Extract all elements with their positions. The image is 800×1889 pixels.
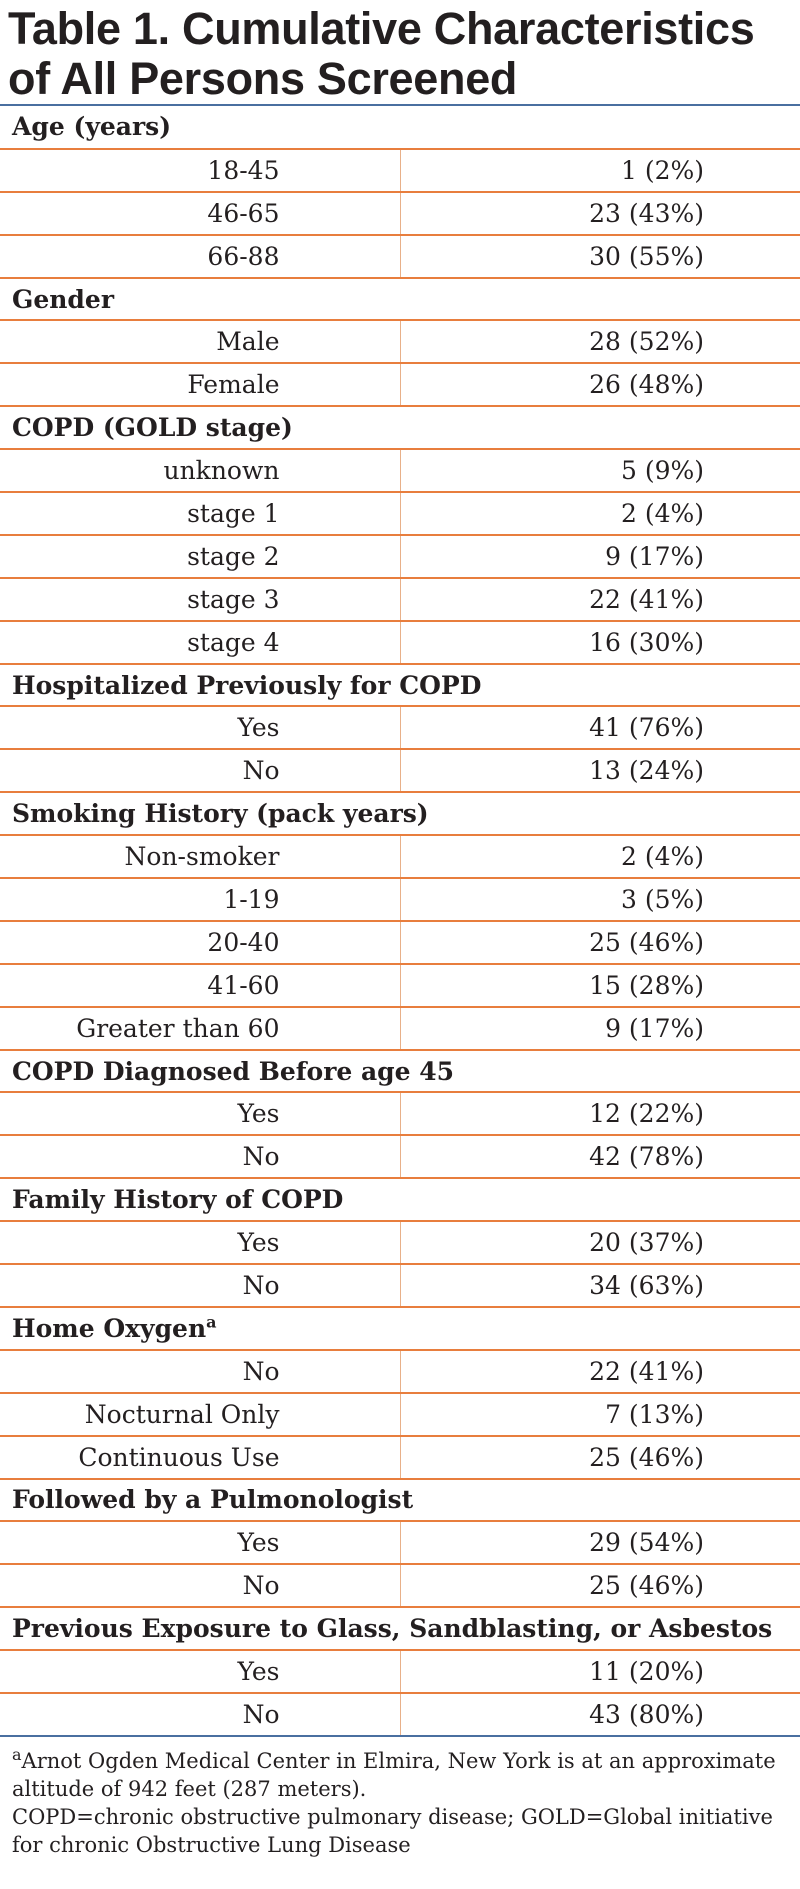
row-value: 22 (41%) xyxy=(400,1350,800,1393)
row-label: Non-smoker xyxy=(0,835,400,878)
section-header-label: Age (years) xyxy=(12,112,172,142)
row-label: stage 2 xyxy=(0,535,400,578)
row-label: No xyxy=(0,1135,400,1178)
section-header-row xyxy=(0,1607,800,1650)
section-header-label: Smoking History (pack years) xyxy=(12,799,429,829)
row-value: 7 (13%) xyxy=(400,1393,800,1436)
table-row xyxy=(0,1693,800,1736)
row-label: 20-40 xyxy=(0,921,400,964)
row-label: stage 4 xyxy=(0,621,400,664)
table-row xyxy=(0,706,800,749)
table-body xyxy=(0,106,800,1736)
section-header xyxy=(0,278,800,321)
row-label: Yes xyxy=(0,1092,400,1135)
section-header-label: COPD Diagnosed Before age 45 xyxy=(12,1056,455,1086)
table-row xyxy=(0,192,800,235)
row-value: 5 (9%) xyxy=(400,449,800,492)
row-label: Nocturnal Only xyxy=(0,1393,400,1436)
section-header-label: COPD (GOLD stage) xyxy=(12,413,293,443)
section-header-row xyxy=(0,1050,800,1093)
row-label: 1-19 xyxy=(0,878,400,921)
section-header-label: Home Oxygen xyxy=(12,1313,207,1343)
row-label: 46-65 xyxy=(0,192,400,235)
row-value: 26 (48%) xyxy=(400,363,800,406)
row-value: 12 (22%) xyxy=(400,1092,800,1135)
section-header-label: Followed by a Pulmonologist xyxy=(12,1485,414,1515)
section-header-row xyxy=(0,1479,800,1522)
row-value: 9 (17%) xyxy=(400,1007,800,1050)
table-row xyxy=(0,1092,800,1135)
section-header-row xyxy=(0,792,800,835)
row-value: 16 (30%) xyxy=(400,621,800,664)
row-label: No xyxy=(0,1350,400,1393)
table-row xyxy=(0,1264,800,1307)
table-row xyxy=(0,1521,800,1564)
row-label: Male xyxy=(0,320,400,363)
section-header-row xyxy=(0,406,800,449)
section-header-row xyxy=(0,1178,800,1221)
row-value: 29 (54%) xyxy=(400,1521,800,1564)
row-label: stage 3 xyxy=(0,578,400,621)
table-row xyxy=(0,235,800,278)
table-row xyxy=(0,749,800,792)
row-value: 28 (52%) xyxy=(400,320,800,363)
table-row xyxy=(0,621,800,664)
table-row xyxy=(0,320,800,363)
row-label: unknown xyxy=(0,449,400,492)
row-value: 2 (4%) xyxy=(400,492,800,535)
row-label: 18-45 xyxy=(0,149,400,192)
table-row xyxy=(0,1007,800,1050)
row-value: 13 (24%) xyxy=(400,749,800,792)
row-value: 25 (46%) xyxy=(400,1436,800,1479)
row-label: Yes xyxy=(0,1650,400,1693)
row-value: 25 (46%) xyxy=(400,921,800,964)
section-header xyxy=(0,1307,800,1350)
section-header xyxy=(0,1178,800,1221)
section-header-row xyxy=(0,278,800,321)
row-value: 15 (28%) xyxy=(400,964,800,1007)
footnote-a-text: Arnot Ogden Medical Center in Elmira, New York is at an approximate altitude of 942 feet (287 meters). xyxy=(12,1748,776,1801)
table-row xyxy=(0,878,800,921)
row-label: Yes xyxy=(0,1521,400,1564)
row-value: 23 (43%) xyxy=(400,192,800,235)
section-header-row xyxy=(0,106,800,149)
row-value: 1 (2%) xyxy=(400,149,800,192)
section-header xyxy=(0,792,800,835)
row-label: No xyxy=(0,1693,400,1736)
row-label: 41-60 xyxy=(0,964,400,1007)
row-value: 25 (46%) xyxy=(400,1564,800,1607)
table-row xyxy=(0,1221,800,1264)
row-value: 3 (5%) xyxy=(400,878,800,921)
footnote-a xyxy=(12,1744,788,1803)
table-row xyxy=(0,492,800,535)
row-label: No xyxy=(0,1564,400,1607)
row-value: 42 (78%) xyxy=(400,1135,800,1178)
row-value: 43 (80%) xyxy=(400,1693,800,1736)
row-label: No xyxy=(0,749,400,792)
row-value: 41 (76%) xyxy=(400,706,800,749)
row-label: Greater than 60 xyxy=(0,1007,400,1050)
footnote-marker: a xyxy=(12,1744,22,1764)
footnote-abbreviations: COPD=chronic obstructive pulmonary disease; GOLD=Global initiative for chronic Obstructive Lung Disease xyxy=(12,1804,773,1857)
row-value: 2 (4%) xyxy=(400,835,800,878)
table-row xyxy=(0,1393,800,1436)
characteristics-table xyxy=(0,106,800,1737)
section-header xyxy=(0,1607,800,1650)
row-label: stage 1 xyxy=(0,492,400,535)
section-header-label: Gender xyxy=(12,284,114,314)
section-header xyxy=(0,664,800,707)
section-header-row xyxy=(0,1307,800,1350)
table-row xyxy=(0,1436,800,1479)
row-label: Female xyxy=(0,363,400,406)
table-row xyxy=(0,535,800,578)
row-label: 66-88 xyxy=(0,235,400,278)
table-row xyxy=(0,449,800,492)
section-header-label: Family History of COPD xyxy=(12,1185,344,1215)
row-value: 11 (20%) xyxy=(400,1650,800,1693)
table-row xyxy=(0,835,800,878)
row-value: 34 (63%) xyxy=(400,1264,800,1307)
section-header xyxy=(0,406,800,449)
section-header xyxy=(0,1050,800,1093)
table-title: Table 1. Cumulative Characteristics of All Persons Screened xyxy=(8,3,755,104)
row-label: Continuous Use xyxy=(0,1436,400,1479)
row-value: 30 (55%) xyxy=(400,235,800,278)
row-label: Yes xyxy=(0,706,400,749)
section-header-row xyxy=(0,664,800,707)
table-row xyxy=(0,1135,800,1178)
table-row xyxy=(0,1650,800,1693)
footnote-marker: a xyxy=(206,1312,217,1332)
row-value: 22 (41%) xyxy=(400,578,800,621)
row-label: Yes xyxy=(0,1221,400,1264)
section-header-label: Previous Exposure to Glass, Sandblasting, or Asbestos xyxy=(12,1614,773,1644)
row-value: 20 (37%) xyxy=(400,1221,800,1264)
section-header xyxy=(0,1479,800,1522)
row-label: No xyxy=(0,1264,400,1307)
table-row xyxy=(0,964,800,1007)
row-value: 9 (17%) xyxy=(400,535,800,578)
section-header-label: Hospitalized Previously for COPD xyxy=(12,670,482,700)
section-header xyxy=(0,106,800,149)
footnotes xyxy=(0,1737,800,1859)
table-row xyxy=(0,1564,800,1607)
table-row xyxy=(0,1350,800,1393)
table-row xyxy=(0,921,800,964)
table-row xyxy=(0,149,800,192)
table-row xyxy=(0,578,800,621)
table-row xyxy=(0,363,800,406)
